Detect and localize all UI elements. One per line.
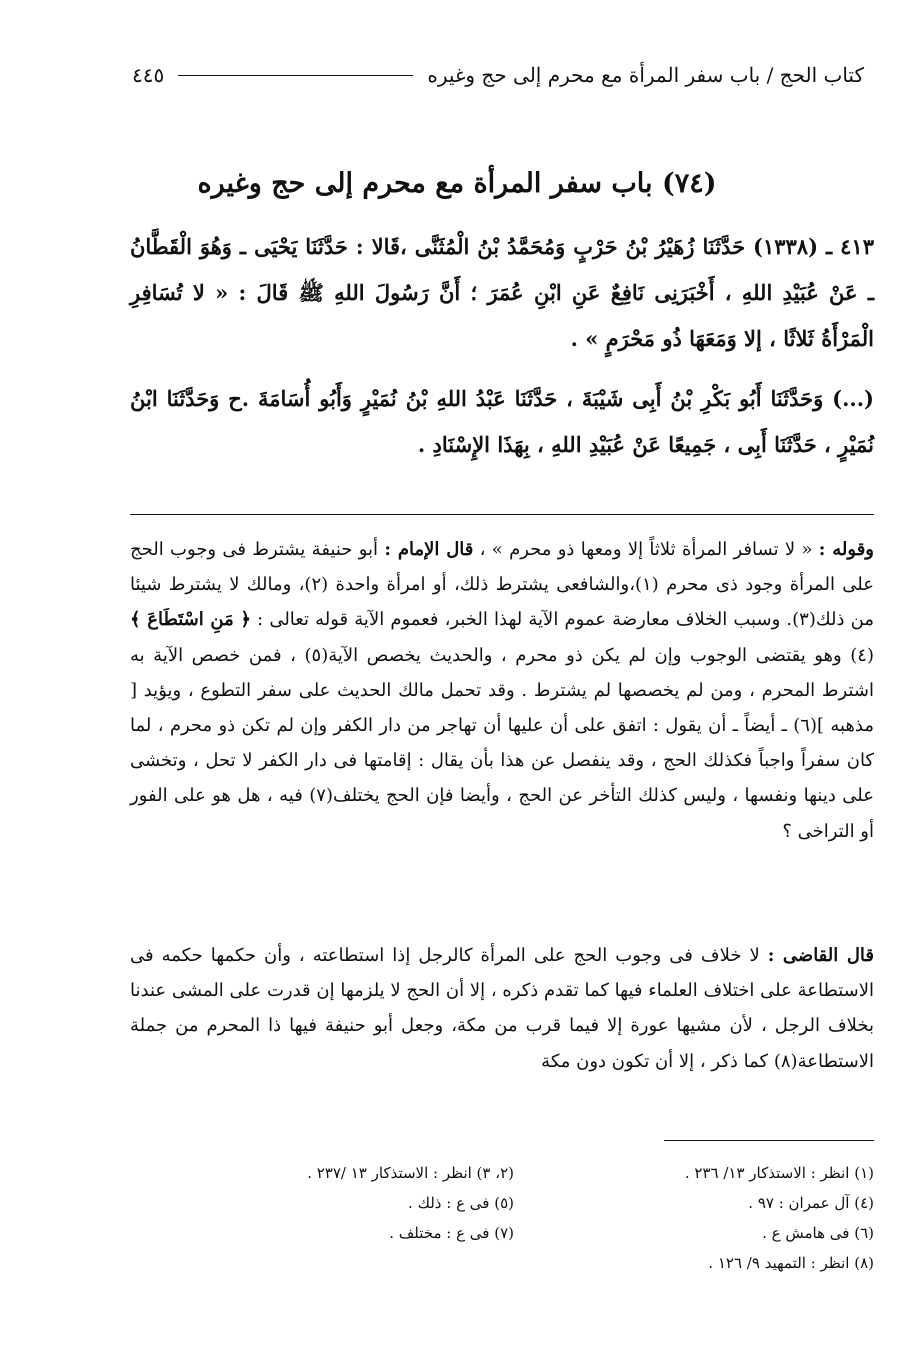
commentary-lead: وقوله : xyxy=(818,539,874,560)
running-head-rule xyxy=(178,75,413,76)
footnotes xyxy=(130,1158,874,1278)
hadith-text-2: (...) وَحَدَّثَنَا أَبُو بَكْرِ بْنُ أَبِى شَيْبَةَ ، حَدَّثَنَا عَبْدُ اللهِ بْنُ نُمَيْرٍ وَأَبُو أُسَامَةَ .ح وَحَدَّثَنَا ابْنُ نُمَيْرٍ ، حَدَّثَنَا أَبِى ، جَمِيعًا عَنْ عُبَيْدِ اللهِ ، بِهَذَا الإِسْنَادِ . xyxy=(130,386,874,457)
footnote: (٨) انظر : التمهيد ٩/ ١٢٦ . xyxy=(708,1254,874,1272)
footnote: (٥) فى ع : ذلك . xyxy=(408,1194,514,1212)
footnote: (١) انظر : الاستذكار ١٣/ ٢٣٦ . xyxy=(684,1164,874,1182)
footnote: (٤) آل عمران : ٩٧ . xyxy=(748,1194,874,1212)
section-divider xyxy=(130,514,874,515)
commentary-paragraph-2 xyxy=(130,938,874,1079)
qadi-text: لا خلاف فى وجوب الحج على المرأة كالرجل إذا استطاعته ، وأن حكمها حكمه فى الاستطاعة على اختلاف العلماء فيها كما تقدم ذكره ، إلا أن الحج لا يلزمها إن قدرت على المشى عندنا بخلاف الرجل ، لأن مشيها عورة إلا فيما قرب من مكة، وجعل أبو حنيفة فيها ذا المحرم من جملة الاستطاعة(٨) كما ذكر ، إلا أن تكون دون مكة xyxy=(130,945,874,1072)
footnote-column-right xyxy=(514,1158,874,1278)
footnote: (٧) فى ع : مختلف . xyxy=(389,1224,514,1242)
quran-quote: ﴿ مَنِ اسْتَطَاعَ ﴾ xyxy=(130,609,251,631)
commentary-text-a: أبو حنيفة يشترط فى وجوب الحج على المرأة وجود ذى محرم (١)،والشافعى يشترط ذلك، أو امرأة واحدة (٢)، ومالك لا يشترط شيئا من ذلك(٣). وسبب الخلاف معارضة عموم الآية لهذا الخبر، فعموم الآية قوله تعالى : xyxy=(130,539,875,631)
running-head-title: كتاب الحج / باب سفر المرأة مع محرم إلى حج وغيره xyxy=(427,63,864,87)
commentary-paragraph-1 xyxy=(130,532,874,849)
commentary-text-b: (٤) وهو يقتضى الوجوب وإن لم يكن ذو محرم ، والحديث يخصص الآية(٥) ، فمن خصص الآية به اشترط المحرم ، ومن لم يخصصها لم يشترط . وقد تحمل مالك الحديث على سفر التطوع ، ويؤيد [ مذهبه ](٦) ـ أيضاً ـ أن يقول : اتفق على أن عليها أن تهاجر من دار الكفر وإن لم تكن ذو محرم ، لما كان سفراً واجباً فكذلك الحج ، وقد ينفصل عن هذا بأن يقال : إقامتها فى دار الكفر لا تحل ، وتخشى على دينها ونفسها ، وليس كذلك التأخر عن الحج ، وأيضا فإن الحج يختلف(٧) فيه ، هل هو على الفور أو التراخى ؟ xyxy=(130,644,874,842)
hadith-text-1: ٤١٣ ـ (١٣٣٨) حَدَّثَنَا زُهَيْرُ بْنُ حَرْبٍ وَمُحَمَّدُ بْنُ الْمُثَنَّى ،قَالا : حَدَّثَنَا يَحْيَى ـ وَهُوَ الْقَطَّانُ ـ عَنْ عُبَيْدِ اللهِ ، أَخْبَرَنِى نَافِعٌ عَنِ ابْنِ عُمَرَ ؛ أَنَّ رَسُولَ اللهِ ﷺ قَالَ : « لا تُسَافِرِ الْمَرْأَةُ ثَلاثًا ، إلا وَمَعَهَا ذُو مَحْرَمٍ » . xyxy=(130,234,874,351)
footnote: (٢، ٣) انظر : الاستذكار ١٣ /٢٣٧ . xyxy=(307,1164,514,1182)
chapter-title: (٧٤) باب سفر المرأة مع محرم إلى حج وغيره xyxy=(197,168,717,199)
qadi-label: قال القاضى : xyxy=(767,945,874,966)
page-number: ٤٤٥ xyxy=(132,63,165,87)
imam-label: قال الإمام : xyxy=(384,539,474,560)
footnote-divider xyxy=(664,1140,874,1141)
footnote-column-left xyxy=(130,1158,514,1278)
running-head xyxy=(132,58,864,92)
footnote: (٦) فى هامش ع . xyxy=(762,1224,874,1242)
hadith-quote: « لا تسافر المرأة ثلاثاً إلا ومعها ذو محرم » ، xyxy=(473,539,819,560)
